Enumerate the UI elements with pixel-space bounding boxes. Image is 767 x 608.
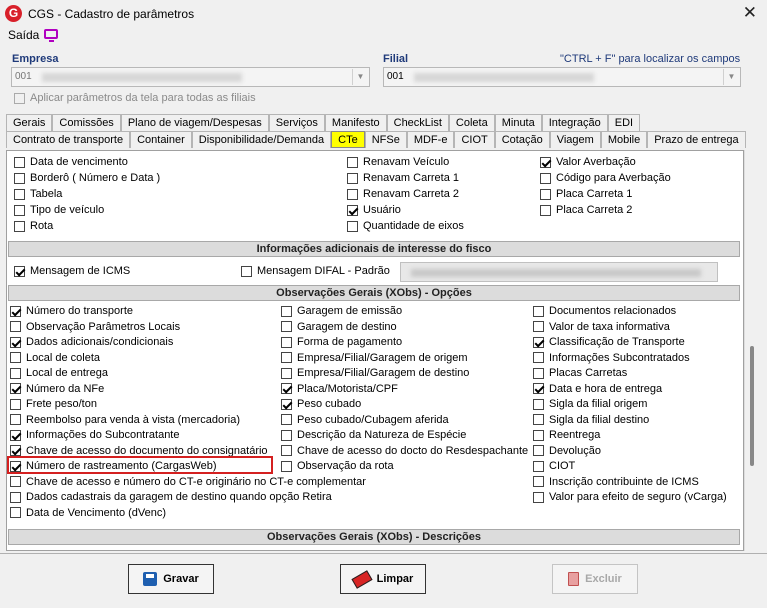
tab-prazo-de-entrega[interactable]: Prazo de entrega <box>647 131 745 148</box>
checkbox-label: Peso cubado/Cubagem aferida <box>297 413 449 426</box>
checkbox-icon[interactable] <box>14 173 25 184</box>
checkbox-item[interactable] <box>281 351 468 365</box>
checkbox-label: Placa/Motorista/CPF <box>297 382 398 395</box>
checkbox-item[interactable] <box>10 413 240 427</box>
checkbox-label: Chave de acesso e número do CT-e originário no CT-e complementar <box>26 475 366 488</box>
checkbox-item[interactable] <box>10 397 97 411</box>
checkbox-item[interactable] <box>540 203 632 217</box>
checkbox-checked-icon[interactable] <box>10 430 21 441</box>
checkbox-item[interactable] <box>281 382 398 396</box>
checkbox-label: Documentos relacionados <box>549 305 677 317</box>
checkbox-icon[interactable] <box>533 430 544 441</box>
checkbox-icon[interactable] <box>533 368 544 379</box>
checkbox-item[interactable] <box>10 382 104 396</box>
checkbox-icon[interactable] <box>14 221 25 232</box>
checkbox-icon[interactable] <box>10 321 21 332</box>
checkbox-item[interactable] <box>281 397 361 411</box>
checkbox-label: Tipo de veículo <box>30 204 105 216</box>
filial-select[interactable] <box>383 67 741 87</box>
section-descricoes-header: Observações Gerais (XObs) - Descrições <box>8 529 740 545</box>
checkbox-icon[interactable] <box>10 492 21 503</box>
tab-mdf-e[interactable]: MDF-e <box>407 131 455 148</box>
checkbox-item[interactable] <box>347 203 401 217</box>
checkbox-label: Placa Carreta 1 <box>556 188 633 200</box>
checkbox-label: Número do transporte <box>26 305 133 317</box>
checkbox-checked-icon[interactable] <box>10 383 21 394</box>
filial-name-redacted <box>414 73 594 82</box>
close-icon[interactable]: ✕ <box>742 3 757 22</box>
checkbox-item[interactable] <box>10 506 166 520</box>
bottom-divider <box>0 553 767 554</box>
checkbox-label: Mensagem DIFAL - Padrão <box>257 265 390 277</box>
checkbox-checked-icon[interactable] <box>533 337 544 348</box>
checkbox-icon[interactable] <box>14 157 25 168</box>
checkbox-label: Informações do Subcontratante <box>26 429 180 441</box>
checkbox-icon[interactable] <box>533 399 544 410</box>
checkbox-item[interactable] <box>10 428 179 442</box>
checkbox-icon[interactable] <box>347 189 358 200</box>
checkbox-icon[interactable] <box>540 189 551 200</box>
checkbox-icon[interactable] <box>533 461 544 472</box>
checkbox-label: Local de entrega <box>26 367 108 379</box>
checkbox-checked-icon[interactable] <box>10 445 21 456</box>
checkbox-icon[interactable] <box>281 368 292 379</box>
checkbox-item[interactable] <box>533 444 601 458</box>
checkbox-icon[interactable] <box>281 352 292 363</box>
checkbox-icon[interactable] <box>347 221 358 232</box>
checkbox-label: Forma de pagamento <box>297 336 403 348</box>
checkbox-item[interactable] <box>281 413 449 427</box>
checkbox-checked-icon[interactable] <box>10 337 21 348</box>
checkbox-icon[interactable] <box>347 157 358 168</box>
checkbox-item[interactable] <box>533 490 727 504</box>
checkbox-icon[interactable] <box>281 461 292 472</box>
checkbox-label: Dados adicionais/condicionais <box>26 336 174 348</box>
checkbox-item[interactable] <box>14 203 104 217</box>
limpar-button[interactable] <box>340 564 426 594</box>
checkbox-label: Usuário <box>363 204 401 216</box>
checkbox-label: Frete peso/ton <box>26 398 97 410</box>
checkbox-icon[interactable] <box>14 189 25 200</box>
checkbox-icon[interactable] <box>10 507 21 518</box>
checkbox-label: Empresa/Filial/Garagem de origem <box>297 351 468 364</box>
checkbox-item[interactable] <box>281 459 394 473</box>
checkbox-item[interactable] <box>347 171 459 185</box>
checkbox-label: Número da NFe <box>26 382 105 395</box>
checkbox-icon[interactable] <box>281 337 292 348</box>
app-logo-icon: G <box>5 5 22 22</box>
checkbox-item[interactable] <box>533 366 627 380</box>
apply-all-checkbox[interactable] <box>14 92 256 104</box>
checkbox-icon[interactable] <box>241 266 252 277</box>
tab-servi-os[interactable]: Serviços <box>269 114 325 131</box>
checkbox-item[interactable] <box>540 155 636 169</box>
checkbox-item[interactable] <box>10 335 173 349</box>
checkbox-label: Devolução <box>549 444 601 457</box>
checkbox-label: Renavam Carreta 2 <box>363 188 459 200</box>
scrollbar-thumb[interactable] <box>750 346 754 466</box>
checkbox-label: Sigla da filial origem <box>549 398 648 410</box>
checkbox-icon[interactable] <box>533 476 544 487</box>
checkbox-item[interactable] <box>281 366 469 380</box>
empresa-label: Empresa <box>12 53 59 65</box>
checkbox-label: Valor Averbação <box>556 156 636 168</box>
tab-disponibilidade-demanda[interactable]: Disponibilidade/Demanda <box>192 131 331 148</box>
checkbox-icon[interactable] <box>14 93 25 104</box>
checkbox-label: Renavam Veículo <box>363 156 450 168</box>
title-bar <box>0 0 767 28</box>
checkbox-item[interactable] <box>533 320 670 334</box>
checkbox-icon[interactable] <box>540 173 551 184</box>
checkbox-icon[interactable] <box>10 352 21 363</box>
section-opcoes-header: Observações Gerais (XObs) - Opções <box>8 285 740 301</box>
empresa-select[interactable] <box>11 67 370 87</box>
monitor-icon[interactable] <box>44 29 58 39</box>
checkbox-item[interactable] <box>347 187 459 201</box>
checkbox-label: Chave de acesso do documento do consignatário <box>26 444 268 457</box>
tab-nfse[interactable]: NFSe <box>365 131 407 148</box>
filial-label: Filial <box>383 53 409 65</box>
checkbox-label: Valor de taxa informativa <box>549 320 670 333</box>
checkbox-label: Quantidade de eixos <box>363 220 464 232</box>
checkbox-label: Sigla da filial destino <box>549 413 650 426</box>
chevron-down-icon[interactable]: ▼ <box>352 69 368 85</box>
checkbox-label: Rota <box>30 220 54 232</box>
checkbox-icon[interactable] <box>533 445 544 456</box>
checkbox-label: Descrição da Natureza de Espécie <box>297 429 467 441</box>
tab-edi[interactable]: EDI <box>608 114 640 131</box>
checkbox-label: Renavam Carreta 1 <box>363 172 459 184</box>
checkbox-label: Dados cadastrais da garagem de destino quando opção Retira <box>26 491 332 503</box>
checkbox-icon[interactable] <box>10 399 21 410</box>
checkbox-checked-icon[interactable] <box>14 266 25 277</box>
tab-coleta[interactable]: Coleta <box>449 114 495 131</box>
checkbox-checked-icon[interactable] <box>540 157 551 168</box>
checkbox-label: Data de Vencimento (dVenc) <box>26 506 167 519</box>
section-fisco-header: Informações adicionais de interesse do fisco <box>8 241 740 257</box>
checkbox-item[interactable] <box>281 304 402 318</box>
limpar-label: Limpar <box>376 573 414 585</box>
checkbox-icon[interactable] <box>14 205 25 216</box>
checkbox-label: Observação Parâmetros Locais <box>26 320 181 333</box>
checkbox-label: Classificação de Transporte <box>549 336 685 348</box>
checkbox-item[interactable] <box>533 397 647 411</box>
checkbox-item[interactable] <box>533 413 649 427</box>
checkbox-checked-icon[interactable] <box>281 399 292 410</box>
checkbox-item[interactable] <box>241 264 390 278</box>
checkbox-label: Informações Subcontratados <box>549 351 690 364</box>
save-icon <box>143 572 157 586</box>
tab-plano-de-viagem-despesas[interactable]: Plano de viagem/Despesas <box>121 114 269 131</box>
menu-saida[interactable]: Saída <box>8 28 40 42</box>
excluir-label: Excluir <box>585 573 622 585</box>
tab-contrato-de-transporte[interactable]: Contrato de transporte <box>6 131 130 148</box>
chevron-down-icon[interactable]: ▼ <box>723 69 739 85</box>
checkbox-label: Número de rastreamento (CargasWeb) <box>26 460 217 472</box>
checkbox-checked-icon[interactable] <box>10 306 21 317</box>
checkbox-item[interactable] <box>281 444 528 458</box>
checkbox-icon[interactable] <box>533 306 544 317</box>
checkbox-item[interactable] <box>281 428 466 442</box>
checkbox-item[interactable] <box>14 187 62 201</box>
checkbox-label: Reentrega <box>549 429 601 441</box>
checkbox-checked-icon[interactable] <box>533 383 544 394</box>
window-title: CGS - Cadastro de parâmetros <box>28 7 195 21</box>
checkbox-item[interactable] <box>533 459 575 473</box>
checkbox-icon[interactable] <box>281 445 292 456</box>
checkbox-label: Mensagem de ICMS <box>30 265 131 277</box>
checkbox-label: Inscrição contribuinte de ICMS <box>549 475 699 488</box>
checkbox-label: Reembolso para venda à vista (mercadoria) <box>26 413 240 426</box>
checkbox-label: Borderô ( Número e Data ) <box>30 172 161 184</box>
search-hint: "CTRL + F" para localizar os campos <box>560 53 741 65</box>
checkbox-label: CIOT <box>549 460 576 472</box>
checkbox-icon[interactable] <box>347 173 358 184</box>
checkbox-item[interactable] <box>347 155 449 169</box>
checkbox-item[interactable] <box>347 219 464 233</box>
checkbox-item[interactable] <box>10 366 108 380</box>
checkbox-item[interactable] <box>10 320 180 334</box>
checkbox-icon[interactable] <box>281 430 292 441</box>
checkbox-icon[interactable] <box>533 352 544 363</box>
tab-cota-o[interactable]: Cotação <box>495 131 550 148</box>
checkbox-item[interactable] <box>10 490 332 504</box>
checkbox-label: Peso cubado <box>297 398 362 410</box>
excluir-button[interactable] <box>552 564 638 594</box>
checkbox-item[interactable] <box>10 304 133 318</box>
empresa-name-redacted <box>42 73 242 82</box>
tab-manifesto[interactable]: Manifesto <box>325 114 387 131</box>
tab-comiss-es[interactable]: Comissões <box>52 114 120 131</box>
checkbox-item[interactable] <box>533 335 685 349</box>
checkbox-item[interactable] <box>14 171 160 185</box>
gravar-label: Gravar <box>163 573 199 585</box>
checkbox-icon[interactable] <box>540 205 551 216</box>
checkbox-icon[interactable] <box>10 476 21 487</box>
checkbox-label: Empresa/Filial/Garagem de destino <box>297 367 470 379</box>
checkbox-item[interactable] <box>10 475 366 489</box>
tab-mobile[interactable]: Mobile <box>601 131 647 148</box>
checkbox-checked-icon[interactable] <box>281 383 292 394</box>
checkbox-label: Placas Carretas <box>549 367 628 379</box>
apply-all-label: Aplicar parâmetros da tela para todas as filiais <box>30 92 256 104</box>
checkbox-icon[interactable] <box>533 321 544 332</box>
gravar-button[interactable] <box>128 564 214 594</box>
tab-row-2 <box>6 131 746 148</box>
checkbox-item[interactable] <box>533 475 699 489</box>
checkbox-label: Data e hora de entrega <box>549 382 663 395</box>
tab-ciot[interactable]: CIOT <box>454 131 494 148</box>
checkbox-item[interactable] <box>540 171 671 185</box>
empresa-value: 001 <box>15 71 32 82</box>
tab-cte[interactable]: CTe <box>331 131 365 148</box>
checkbox-item[interactable] <box>533 351 690 365</box>
checkbox-icon[interactable] <box>533 492 544 503</box>
checkbox-label: Valor para efeito de seguro (vCarga) <box>549 491 727 503</box>
checkbox-label: Observação da rota <box>297 460 394 472</box>
checkbox-icon[interactable] <box>533 414 544 425</box>
highlight-box <box>7 456 273 474</box>
checkbox-item[interactable] <box>281 335 402 349</box>
checkbox-icon[interactable] <box>281 414 292 425</box>
checkbox-label: Código para Averbação <box>556 172 671 184</box>
checkbox-item[interactable] <box>10 351 100 365</box>
checkbox-item[interactable] <box>540 187 632 201</box>
checkbox-label: Garagem de emissão <box>297 305 403 317</box>
tab-minuta[interactable]: Minuta <box>495 114 542 131</box>
checkbox-item[interactable] <box>14 264 130 278</box>
checkbox-label: Garagem de destino <box>297 320 397 333</box>
checkbox-label: Tabela <box>30 188 63 200</box>
checkbox-icon[interactable] <box>281 306 292 317</box>
checkbox-icon[interactable] <box>10 414 21 425</box>
tab-checklist[interactable]: CheckList <box>387 114 449 131</box>
checkbox-item[interactable] <box>533 428 600 442</box>
tab-gerais[interactable]: Gerais <box>6 114 52 131</box>
tab-row-1 <box>6 114 640 131</box>
eraser-icon <box>351 570 372 589</box>
checkbox-label: Data de vencimento <box>30 156 128 168</box>
checkbox-label: Chave de acesso do docto do Resdespachante <box>297 444 529 457</box>
checkbox-label: Local de coleta <box>26 351 100 364</box>
difal-message-field[interactable] <box>400 262 718 282</box>
checkbox-label: Placa Carreta 2 <box>556 204 633 216</box>
tab-container[interactable]: Container <box>130 131 192 148</box>
tab-integra-o[interactable]: Integração <box>542 114 608 131</box>
checkbox-item[interactable] <box>533 382 662 396</box>
checkbox-item[interactable] <box>533 304 676 318</box>
checkbox-item[interactable] <box>14 219 53 233</box>
checkbox-item[interactable] <box>281 320 397 334</box>
checkbox-item[interactable] <box>14 155 128 169</box>
trash-icon <box>568 572 579 586</box>
checkbox-icon[interactable] <box>10 368 21 379</box>
filial-value: 001 <box>387 71 404 82</box>
tab-viagem[interactable]: Viagem <box>550 131 601 148</box>
checkbox-icon[interactable] <box>281 321 292 332</box>
checkbox-checked-icon[interactable] <box>347 205 358 216</box>
